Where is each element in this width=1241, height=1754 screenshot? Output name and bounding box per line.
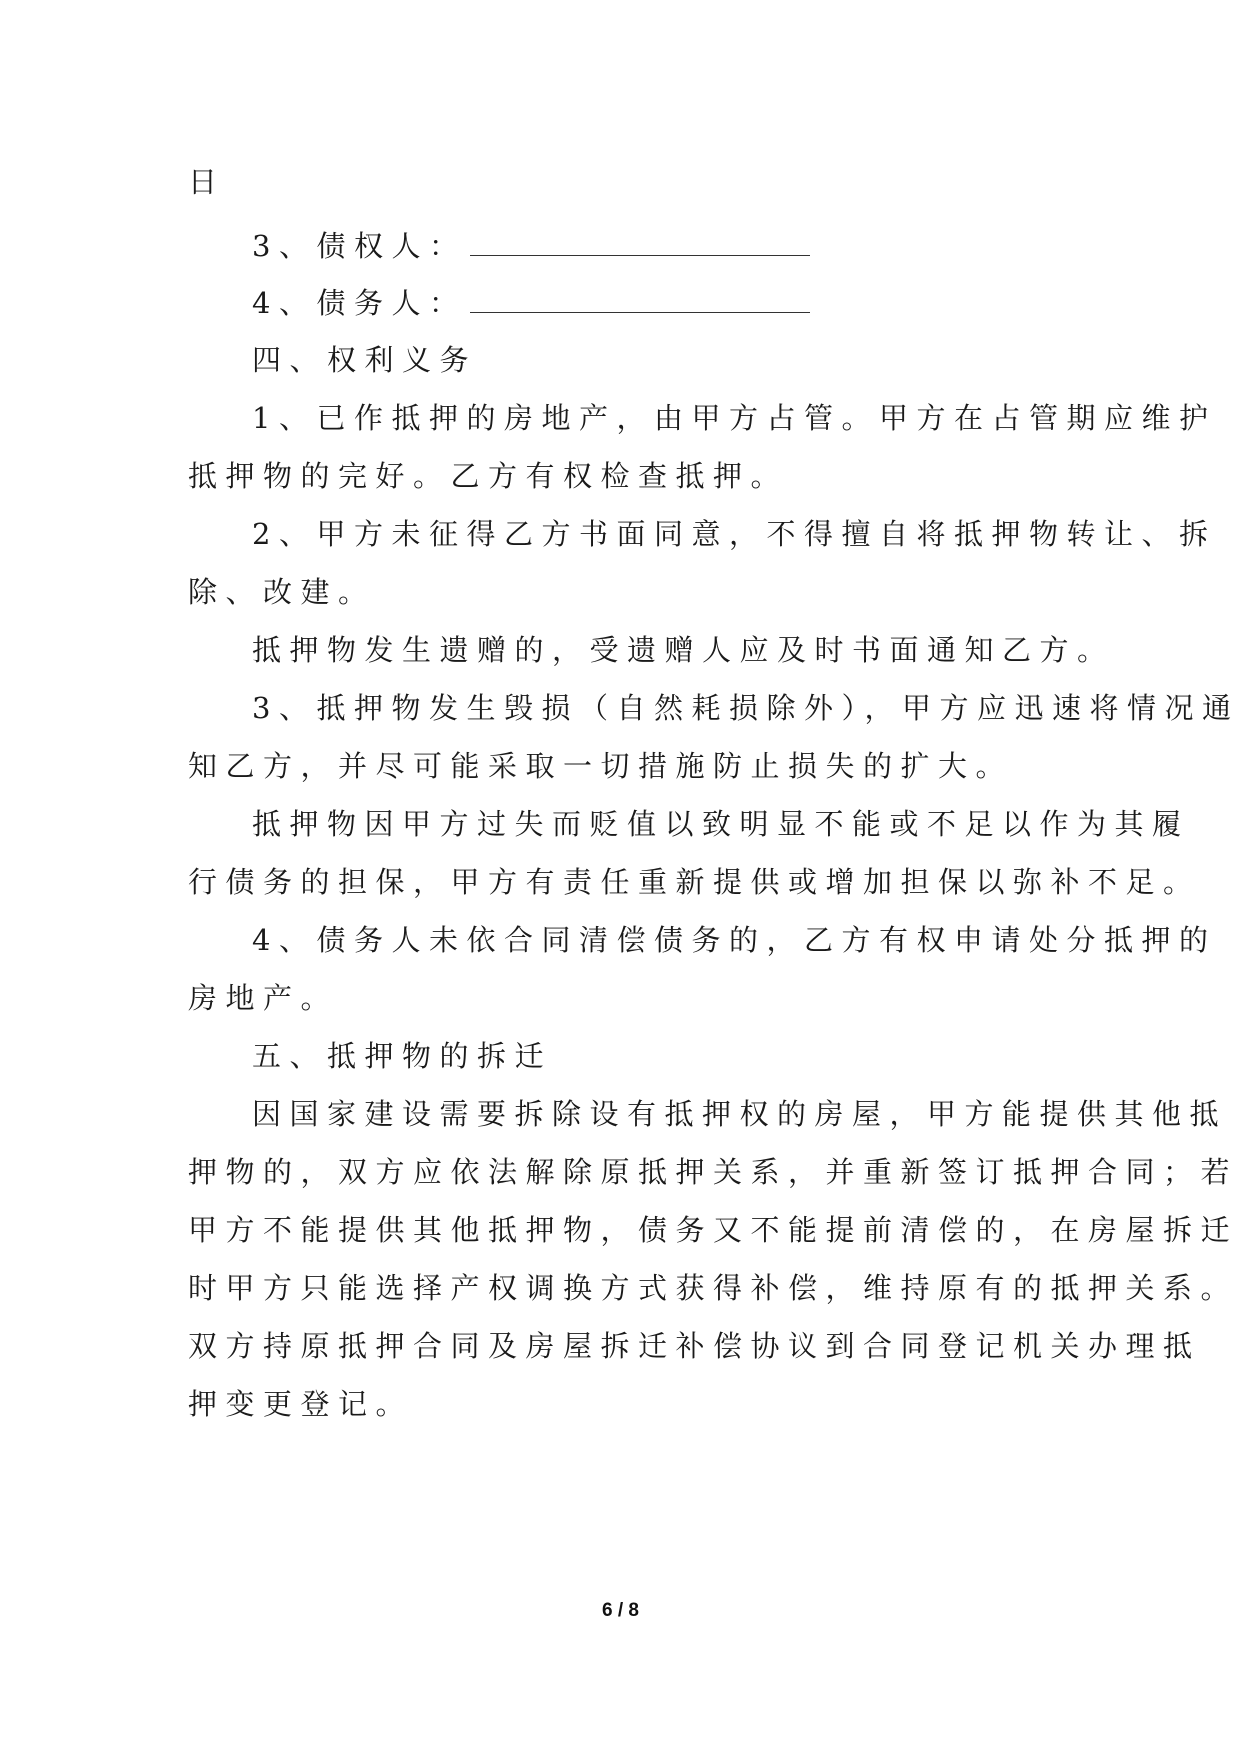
text-line: 1、已作抵押的房地产，由甲方占管。甲方在占管期应维护 [252,401,1217,435]
text-line: 甲方不能提供其他抵押物，债务又不能提前清偿的，在房屋拆迁 [188,1213,1239,1247]
text-line: 抵押物发生遗赠的，受遗赠人应及时书面通知乙方。 [252,633,1115,667]
text-line: 抵押物因甲方过失而贬值以致明显不能或不足以作为其履 [252,807,1190,841]
debtor-line [252,283,810,323]
text-line: 2、甲方未征得乙方书面同意，不得擅自将抵押物转让、拆 [252,517,1217,551]
text-line: 时甲方只能选择产权调换方式获得补偿，维持原有的抵押关系。 [188,1271,1239,1305]
text-line: 押物的，双方应依法解除原抵押关系，并重新签订抵押合同；若 [188,1155,1239,1189]
creditor-line [252,226,810,266]
text-line: 抵押物的完好。乙方有权检查抵押。 [188,459,789,493]
text-line: 房地产。 [188,981,339,1015]
text-line: 日 [188,165,226,199]
section-heading: 四、权利义务 [252,343,478,377]
page-number: 6 / 8 [602,1600,639,1621]
text-line: 因国家建设需要拆除设有抵押权的房屋，甲方能提供其他抵 [252,1097,1228,1131]
section-heading: 五、抵押物的拆迁 [252,1039,553,1073]
debtor-label: 4、债务人： [252,286,467,320]
text-line: 押变更登记。 [188,1387,414,1421]
text-line: 4、债务人未依合同清偿债务的，乙方有权申请处分抵押的 [252,923,1217,957]
debtor-blank[interactable] [470,290,810,313]
creditor-label: 3、债权人： [252,229,467,263]
creditor-blank[interactable] [470,233,810,256]
text-line: 知乙方，并尽可能采取一切措施防止损失的扩大。 [188,749,1014,783]
text-line: 行债务的担保，甲方有责任重新提供或增加担保以弥补不足。 [188,865,1201,899]
text-line: 除、改建。 [188,575,376,609]
text-line: 双方持原抵押合同及房屋拆迁补偿协议到合同登记机关办理抵 [188,1329,1201,1363]
text-line: 3、抵押物发生毁损（自然耗损除外），甲方应迅速将情况通 [252,691,1240,725]
